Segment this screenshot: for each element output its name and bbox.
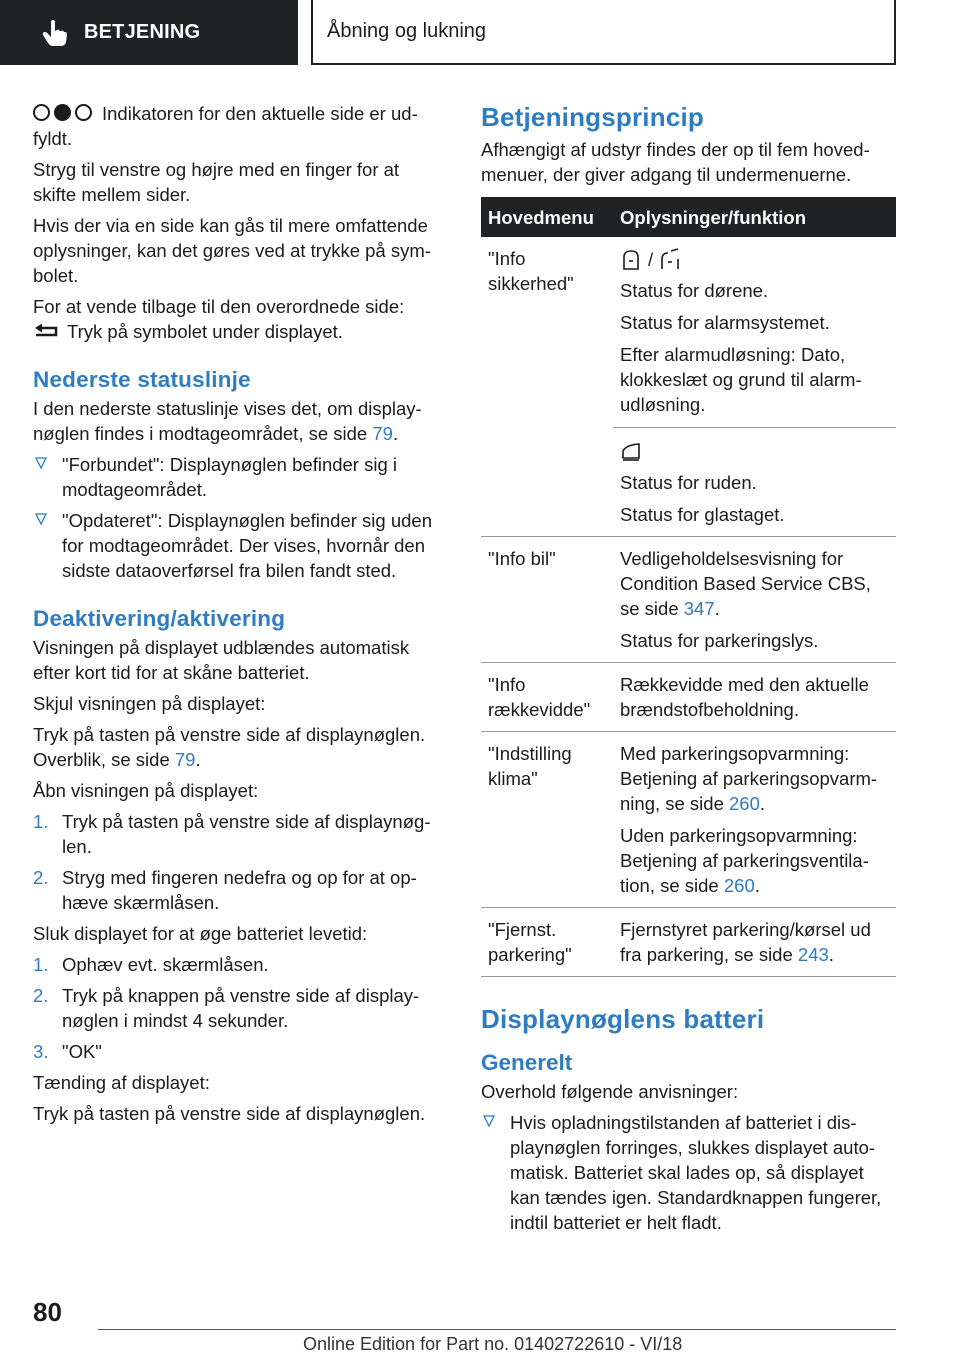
menu-table xyxy=(481,197,896,977)
step-item: 1. Tryk på tasten på venstre side af displaynøglen. xyxy=(33,811,431,857)
swipe-paragraph: Stryg til venstre og højre med en finger for at skifte mellem sider. xyxy=(33,159,400,205)
back-arrow-icon xyxy=(33,324,59,340)
icon-row xyxy=(620,438,889,464)
table-header-row xyxy=(481,197,896,237)
deactivation-paragraph: Visningen på displayet udblændes automatisk efter kort tid for at skåne batteriet. xyxy=(33,637,410,683)
edition-text: Online Edition for Part no. 01402722610 - VI/18 xyxy=(303,1334,683,1354)
info-cell: / Status for dørene. Status for alarmsystemet. Efter alarmudløsning: Dato, klokkeslæt og grund til alarmudløsning. Status for ruden. Status for glastaget. xyxy=(613,237,896,537)
table-row xyxy=(481,237,896,537)
status-paragraph: I den nederste statuslinje vises det, om displaynøglen findes i modtageområdet, se side 79. xyxy=(33,398,422,444)
icon-row: / xyxy=(620,246,889,272)
battery-list xyxy=(481,1110,896,1235)
info-cell: Fjernstyret parkering/kørsel ud fra parkering, se side 243. xyxy=(613,908,896,977)
return-paragraph: For at vende tilbage til den overordnede side: xyxy=(33,296,405,317)
step-item: 1. Ophæv evt. skærmlåsen. xyxy=(33,954,269,975)
info-cell: Med parkeringsopvarmning: Betjening af parkeringsopvarmning, se side 260. Uden parkeringsopvarmning: Betjening af parkeringsventilation, se side 260. xyxy=(613,732,896,908)
off-steps xyxy=(33,952,445,1064)
info-cell: Vedligeholdelsesvisning for Condition Based Service CBS, se side 347. Status for parkeringslys. xyxy=(613,537,896,663)
step-item: 2. Tryk på knappen på venstre side af displaynøglen i mindst 4 sekunder. xyxy=(33,985,420,1031)
return-action: Tryk på symbolet under displayet. xyxy=(33,319,445,344)
table-row xyxy=(481,732,896,908)
battery-heading: Displaynøglens batteri xyxy=(481,1004,765,1034)
right-column xyxy=(481,101,896,1241)
column-header: Oplysninger/funktion xyxy=(613,197,896,237)
chapter-title: Åbning og lukning xyxy=(327,20,487,42)
triangle-bullet-icon xyxy=(483,1115,495,1127)
status-heading: Nederste statuslinje xyxy=(33,367,251,392)
info-cell: Rækkevidde med den aktuelle brændstofbeholdning. xyxy=(613,663,896,732)
section-title: BETJENING xyxy=(84,21,201,43)
list-item: "Opdateret": Displaynøglen befinder sig uden for modtageområdet. Der vises, hvornår den sidste dataoverførsel fra bilen fandt sted. xyxy=(33,508,445,583)
door-closed-icon xyxy=(620,248,642,270)
open-steps xyxy=(33,809,445,915)
on-action: Tryk på tasten på venstre side af displaynøglen. xyxy=(33,1103,426,1124)
page-number: 80 xyxy=(33,1297,62,1327)
deactivation-heading: Deaktivering/aktivering xyxy=(33,606,286,631)
page-link[interactable]: 260 xyxy=(723,875,755,896)
principle-heading: Betjeningsprincip xyxy=(481,102,704,132)
triangle-bullet-icon xyxy=(35,457,47,469)
triangle-bullet-icon xyxy=(35,513,47,525)
left-column xyxy=(33,101,445,1132)
door-open-icon xyxy=(659,248,681,270)
page-link[interactable]: 260 xyxy=(729,793,760,814)
step-item: 2. Stryg med fingeren nedefra og op for at ophæve skærmlåsen. xyxy=(33,867,417,913)
more-paragraph: Hvis der via en side kan gås til mere omfattende oplysninger, kan det gøres ved at trykke på symbolet. xyxy=(33,215,431,286)
section-tab xyxy=(0,0,298,65)
menu-cell: "Info sikkerhed" xyxy=(481,237,613,537)
footer-divider xyxy=(98,1329,896,1330)
page-link[interactable]: 347 xyxy=(683,598,715,619)
principle-paragraph: Afhængigt af udstyr findes der op til fem hovedmenuer, der giver adgang til undermenuerne. xyxy=(481,139,870,185)
indicator-paragraph: Indikatoren for den aktuelle side er udfyldt. xyxy=(33,103,418,149)
open-paragraph: Åbn visningen på displayet: xyxy=(33,780,259,801)
list-item: Hvis opladningstilstanden af batteriet i displaynøglen forringes, slukkes displayet automatisk. Batteriet skal lades op, så displayet kan tændes igen. Standardknappen fungerer, indtil batteriet er helt fladt. xyxy=(481,1110,896,1235)
divider xyxy=(613,427,896,428)
column-header: Hovedmenu xyxy=(481,197,613,237)
window-icon xyxy=(620,440,642,462)
page-indicator-icon xyxy=(33,104,92,121)
menu-cell: "Fjernst. parkering" xyxy=(481,908,613,977)
menu-cell: "Info rækkevidde" xyxy=(481,663,613,732)
page-link[interactable]: 79 xyxy=(174,749,196,770)
table-row xyxy=(481,537,896,663)
table-row xyxy=(481,663,896,732)
general-heading: Generelt xyxy=(481,1050,573,1075)
hide-action: Tryk på tasten på venstre side af displaynøglen. Overblik, se side 79. xyxy=(33,724,426,770)
status-list xyxy=(33,452,445,583)
hand-icon xyxy=(42,19,68,47)
chapter-header xyxy=(311,0,896,65)
page-link[interactable]: 243 xyxy=(797,944,829,965)
on-paragraph: Tænding af displayet: xyxy=(33,1072,210,1093)
list-item: "Forbundet": Displaynøglen befinder sig i modtageområdet. xyxy=(33,452,445,502)
page-link[interactable]: 79 xyxy=(372,423,393,444)
menu-cell: "Indstilling klima" xyxy=(481,732,613,908)
general-paragraph: Overhold følgende anvisninger: xyxy=(481,1081,739,1102)
menu-cell: "Info bil" xyxy=(481,537,613,663)
step-item: 3. "OK" xyxy=(33,1041,102,1062)
table-row xyxy=(481,908,896,977)
hide-paragraph: Skjul visningen på displayet: xyxy=(33,693,266,714)
off-paragraph: Sluk displayet for at øge batteriet levetid: xyxy=(33,923,368,944)
